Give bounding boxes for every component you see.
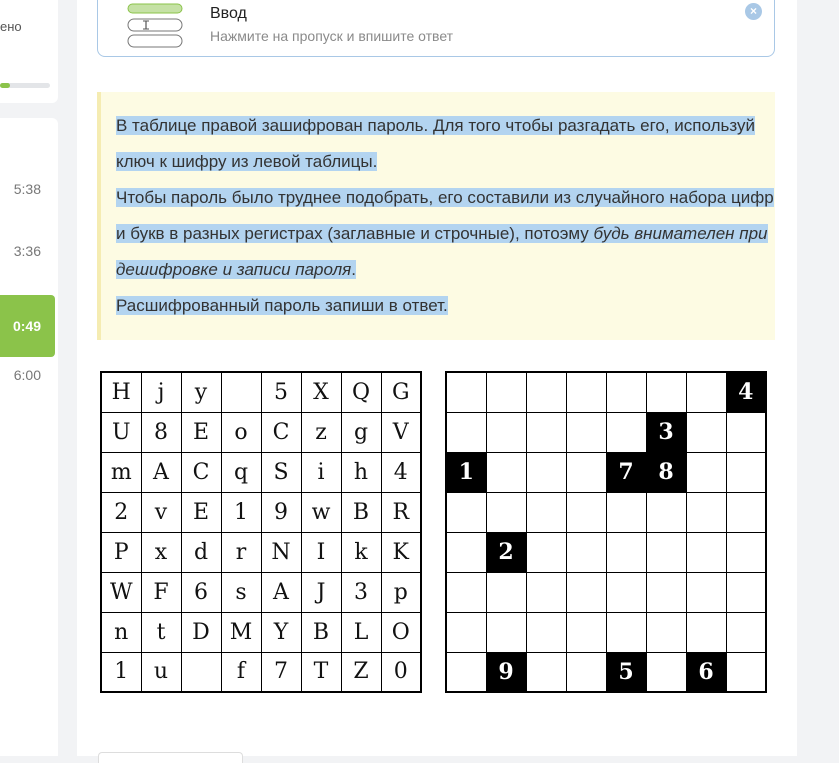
key-cell: M: [221, 612, 261, 652]
key-cell: A: [261, 572, 301, 612]
key-cell: 3: [341, 572, 381, 612]
code-cell: [686, 612, 726, 652]
key-cell: V: [381, 412, 421, 452]
table-row: [101, 412, 421, 452]
code-cell: [446, 372, 486, 412]
code-cell: [726, 572, 766, 612]
table-row: [101, 572, 421, 612]
key-cell: k: [341, 532, 381, 572]
key-cell: L: [341, 612, 381, 652]
code-cell: [446, 572, 486, 612]
key-cell: p: [381, 572, 421, 612]
key-cell: C: [181, 452, 221, 492]
main-panel: [77, 0, 797, 756]
code-cell: [566, 532, 606, 572]
status-text: ено: [0, 19, 22, 34]
encoded-password-table: [445, 371, 767, 693]
key-cell: 2: [101, 492, 141, 532]
code-cell: 8: [646, 452, 686, 492]
key-cell: z: [301, 412, 341, 452]
progress-panel: [0, 0, 58, 103]
key-cell: t: [141, 612, 181, 652]
table-row: [101, 372, 421, 412]
key-cell: Y: [261, 612, 301, 652]
table-row: [446, 492, 766, 532]
code-cell: [686, 372, 726, 412]
code-cell: [446, 532, 486, 572]
table-row: [446, 652, 766, 692]
key-cell: r: [221, 532, 261, 572]
key-cell: i: [301, 452, 341, 492]
key-cell: B: [341, 492, 381, 532]
code-cell: [726, 452, 766, 492]
task-line-1: В таблице правой зашифрован пароль. Для того чтобы разгадать его, используй ключ к шифру из левой таблицы.: [116, 116, 755, 171]
table-row: [101, 652, 421, 692]
code-cell: [566, 452, 606, 492]
task-time-list: [0, 118, 58, 756]
table-row: [446, 572, 766, 612]
code-cell: [446, 412, 486, 452]
key-cell: N: [261, 532, 301, 572]
code-cell: [606, 372, 646, 412]
code-cell: [526, 412, 566, 452]
code-cell: [686, 532, 726, 572]
task-text: [116, 108, 775, 324]
code-cell: [526, 492, 566, 532]
key-cell: X: [301, 372, 341, 412]
code-cell: [486, 412, 526, 452]
key-cell: W: [101, 572, 141, 612]
code-cell: [446, 492, 486, 532]
table-row: [101, 492, 421, 532]
key-cell: H: [101, 372, 141, 412]
code-cell: [606, 532, 646, 572]
code-cell: [526, 572, 566, 612]
key-cell: g: [341, 412, 381, 452]
code-cell: [526, 612, 566, 652]
code-cell: [646, 652, 686, 692]
key-cell: B: [301, 612, 341, 652]
progress-bar: [0, 83, 50, 88]
key-cell: P: [101, 532, 141, 572]
code-cell: [566, 372, 606, 412]
table-row: [446, 452, 766, 492]
close-icon[interactable]: ×: [745, 3, 762, 20]
key-cell: n: [101, 612, 141, 652]
key-cell: 1: [101, 652, 141, 692]
input-field-icon: [126, 3, 184, 49]
code-cell: [566, 652, 606, 692]
key-cell: d: [181, 532, 221, 572]
key-cell: K: [381, 532, 421, 572]
key-cell: o: [221, 412, 261, 452]
key-cell: v: [141, 492, 181, 532]
key-cell: 6: [181, 572, 221, 612]
code-cell: [526, 652, 566, 692]
time-item[interactable]: 3:36: [13, 243, 41, 259]
code-cell: [606, 572, 646, 612]
answer-field[interactable]: [98, 752, 243, 763]
code-cell: [646, 532, 686, 572]
key-cell: 1: [221, 492, 261, 532]
code-cell: [686, 572, 726, 612]
task-line-3: Расшифрованный пароль запиши в ответ.: [116, 296, 448, 315]
key-cell: G: [381, 372, 421, 412]
code-cell: [606, 492, 646, 532]
code-cell: [646, 612, 686, 652]
key-cell: I: [301, 532, 341, 572]
key-cell: E: [181, 492, 221, 532]
code-cell: [566, 492, 606, 532]
key-cell: [221, 372, 261, 412]
key-cell: T: [301, 652, 341, 692]
input-mode-title: Ввод: [210, 5, 247, 22]
key-cell: j: [141, 372, 181, 412]
key-cell: x: [141, 532, 181, 572]
table-row: [101, 452, 421, 492]
time-item-active[interactable]: 0:49: [0, 295, 55, 357]
key-cell: 0: [381, 652, 421, 692]
key-cell: [181, 652, 221, 692]
code-cell: [566, 412, 606, 452]
code-cell: [486, 372, 526, 412]
key-cell: h: [341, 452, 381, 492]
code-cell: [606, 412, 646, 452]
code-cell: [686, 412, 726, 452]
task-description: [97, 92, 775, 340]
key-cell: m: [101, 452, 141, 492]
task-line-2-end: .: [351, 260, 356, 279]
table-row: [446, 612, 766, 652]
key-cell: 9: [261, 492, 301, 532]
progress-fill: [0, 83, 10, 88]
key-cell: E: [181, 412, 221, 452]
key-cell: 7: [261, 652, 301, 692]
code-cell: [646, 492, 686, 532]
key-cell: f: [221, 652, 261, 692]
code-cell: [526, 532, 566, 572]
code-cell: 3: [646, 412, 686, 452]
key-cell: U: [101, 412, 141, 452]
key-cell: Q: [341, 372, 381, 412]
code-cell: [646, 372, 686, 412]
code-cell: 4: [726, 372, 766, 412]
code-cell: 6: [686, 652, 726, 692]
code-cell: [486, 452, 526, 492]
code-cell: [446, 612, 486, 652]
code-cell: [526, 372, 566, 412]
time-item[interactable]: 6:00: [13, 367, 41, 383]
key-cell: 4: [381, 452, 421, 492]
code-cell: [446, 652, 486, 692]
code-cell: [726, 612, 766, 652]
code-cell: 1: [446, 452, 486, 492]
table-row: [446, 532, 766, 572]
code-cell: [726, 412, 766, 452]
key-cell: C: [261, 412, 301, 452]
table-row: [446, 412, 766, 452]
key-cell: D: [181, 612, 221, 652]
time-item[interactable]: 5:38: [13, 181, 41, 197]
key-cell: J: [301, 572, 341, 612]
key-cell: S: [261, 452, 301, 492]
key-cell: 8: [141, 412, 181, 452]
code-cell: [686, 452, 726, 492]
task-line-2-italic: будь внимателен при дешифровке и записи пароля: [116, 224, 768, 279]
key-cell: u: [141, 652, 181, 692]
code-cell: 9: [486, 652, 526, 692]
input-mode-card[interactable]: [97, 0, 775, 57]
code-cell: [726, 532, 766, 572]
key-cell: F: [141, 572, 181, 612]
key-cell: A: [141, 452, 181, 492]
task-line-2: Чтобы пароль было труднее подобрать, его составили из случайного набора цифр и букв в разных регистрах (заглавные и строчные), потоэму: [116, 188, 774, 243]
code-cell: [526, 452, 566, 492]
code-cell: [606, 612, 646, 652]
code-cell: [566, 572, 606, 612]
code-cell: 2: [486, 532, 526, 572]
code-cell: [486, 492, 526, 532]
code-cell: 5: [606, 652, 646, 692]
table-row: [101, 532, 421, 572]
code-cell: [646, 572, 686, 612]
key-cell: w: [301, 492, 341, 532]
code-cell: 7: [606, 452, 646, 492]
code-cell: [486, 572, 526, 612]
key-cell: 5: [261, 372, 301, 412]
key-cell: q: [221, 452, 261, 492]
table-row: [101, 612, 421, 652]
table-row: [446, 372, 766, 412]
code-cell: [686, 492, 726, 532]
input-mode-subtitle: Нажмите на пропуск и впишите ответ: [210, 28, 454, 44]
key-cell: O: [381, 612, 421, 652]
code-cell: [726, 652, 766, 692]
code-cell: [726, 492, 766, 532]
key-cell: R: [381, 492, 421, 532]
key-cell: s: [221, 572, 261, 612]
code-cell: [486, 612, 526, 652]
key-cell: Z: [341, 652, 381, 692]
code-cell: [566, 612, 606, 652]
cipher-key-table: [100, 371, 422, 693]
key-cell: y: [181, 372, 221, 412]
